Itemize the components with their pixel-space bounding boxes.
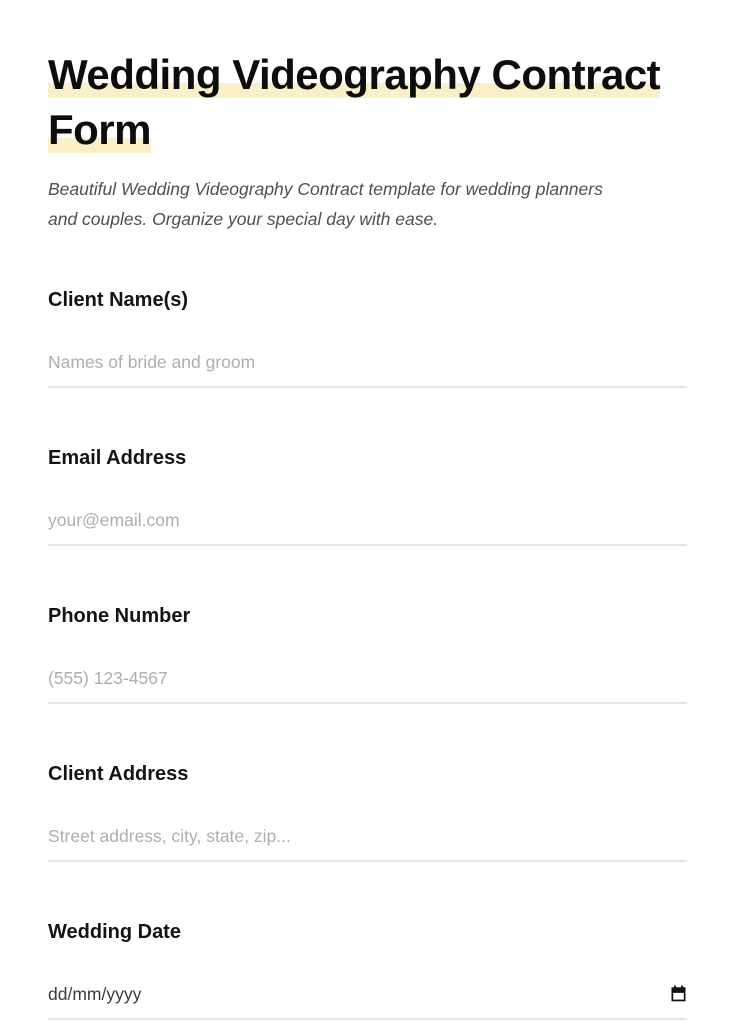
wedding-date-field: [48, 920, 687, 1020]
calendar-icon[interactable]: [670, 991, 687, 1006]
page-subtitle-line: Beautiful Wedding Videography Contract template for wedding planners: [48, 179, 603, 199]
client-address-label: Client Address: [48, 763, 189, 785]
phone-label: Phone Number: [48, 605, 191, 627]
page-subtitle-line: and couples. Organize your special day with ease.: [48, 209, 439, 229]
wedding-date-label: Wedding Date: [48, 921, 181, 943]
phone-field: [48, 604, 687, 704]
page-title: [48, 47, 687, 157]
date-picker-button[interactable]: [670, 985, 687, 1003]
form-header: [48, 47, 687, 234]
email-label: Email Address: [48, 447, 187, 469]
wedding-contract-form: [48, 288, 687, 1020]
client-address-input[interactable]: [48, 826, 687, 862]
client-names-input[interactable]: [48, 352, 687, 388]
email-field: [48, 446, 687, 546]
email-input[interactable]: [48, 510, 687, 546]
client-names-field: [48, 288, 687, 388]
client-address-field: [48, 762, 687, 862]
date-format-placeholder[interactable]: dd/mm/yyyy: [48, 984, 142, 1004]
title-highlight: Wedding Videography Contract Form: [48, 51, 661, 153]
wedding-date-input[interactable]: [48, 984, 687, 1020]
phone-input[interactable]: [48, 668, 687, 704]
client-names-label: Client Name(s): [48, 289, 189, 311]
page-subtitle: [48, 174, 687, 234]
